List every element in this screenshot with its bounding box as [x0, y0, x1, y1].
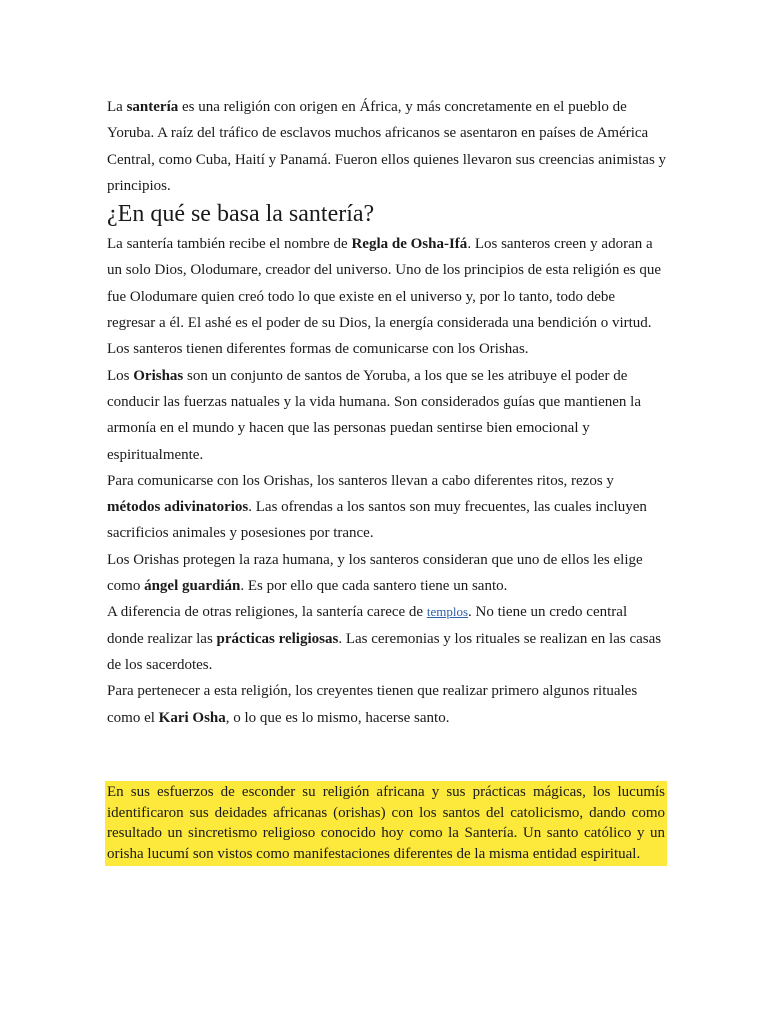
- paragraph-kari-osha: [107, 678, 667, 731]
- bold-term: Kari Osha: [158, 709, 226, 726]
- text-run: . Los santeros creen y adoran a un solo Dios, Olodumare, creador del universo. Uno de los principios de esta religión es que fue Olodumare quien creó todo lo que existe en el universo y, por lo tanto, todo debe regresar a él. El ashé es el poder de su Dios, la energía considerada una bendición o virtud.: [107, 236, 662, 332]
- bold-term: métodos adivinatorios: [107, 499, 249, 516]
- text-run: es una religión con origen en África, y más concretamente en el pueblo de Yoruba. A raíz del tráfico de esclavos muchos africanos se asentaron en países de América Central, como Cuba, Haití y Panamá. Fueron ellos quienes llevaron sus creencias animistas y principios.: [107, 99, 667, 194]
- bold-term: Regla de Osha-Ifá: [351, 236, 468, 253]
- text-run: A diferencia de otras religiones, la santería carece de: [107, 604, 427, 621]
- templos-link[interactable]: templos: [426, 604, 469, 620]
- text-run: Para comunicarse con los Orishas, los santeros llevan a cabo diferentes ritos, rezos y: [107, 472, 614, 489]
- paragraph-orishas: [107, 363, 667, 468]
- text-run: . Las ceremonias y los rituales se realizan en las casas de los sacerdotes.: [107, 630, 662, 673]
- text-run: La: [107, 99, 127, 115]
- bold-term: Orishas: [133, 367, 184, 384]
- paragraph-angel: [107, 547, 667, 600]
- text-run: . Es por ello que cada santero tiene un santo.: [240, 578, 508, 595]
- bold-term: prácticas religiosas: [216, 630, 339, 647]
- text-run: . No tiene un credo central donde realizar las: [107, 604, 628, 647]
- text-run: La santería también recibe el nombre de: [107, 236, 352, 253]
- intro-paragraph: [107, 94, 667, 199]
- highlighted-paragraph: En sus esfuerzos de esconder su religión africana y sus prácticas mágicas, los lucumís identificaron sus deidades africanas (orishas) con los santos del catolicismo, dando como resultado un sincretismo religioso conocido hoy como la Santería. Un santo católico y un orisha lucumí son vistos como manifestaciones diferentes de la misma entidad espiritual.: [107, 784, 665, 862]
- paragraph-templos: [107, 599, 667, 678]
- bold-term: santería: [126, 99, 179, 115]
- paragraph-comunicarse: Los santeros tienen diferentes formas de comunicarse con los Orishas.: [107, 341, 529, 358]
- document-body: [107, 94, 667, 731]
- text-run: Para pertenecer a esta religión, los creyentes tienen que realizar primero algunos rituales como el: [107, 683, 638, 726]
- paragraph-regla: [107, 231, 667, 336]
- text-run: . Las ofrendas a los santos son muy frecuentes, las cuales incluyen sacrificios animales y posesiones por trance.: [107, 499, 647, 542]
- text-run: Los: [107, 367, 134, 384]
- text-run: Los Orishas protegen la raza humana, y los santeros consideran que uno de ellos les elige como: [107, 551, 643, 595]
- highlighted-block: [105, 781, 667, 866]
- text-run: son un conjunto de santos de Yoruba, a los que se les atribuye el poder de conducir las fuerzas natuales y la vida humana. Son considerados guías que mantienen la armonía en el mundo y hacen que las personas puedan sentirse bien emocional y espiritualmente.: [107, 367, 641, 463]
- paragraph-ritos: [107, 468, 667, 547]
- text-run: , o lo que es lo mismo, hacerse santo.: [225, 709, 450, 726]
- section-heading: ¿En qué se basa la santería?: [107, 201, 375, 228]
- bold-term: ángel guardián: [144, 578, 241, 595]
